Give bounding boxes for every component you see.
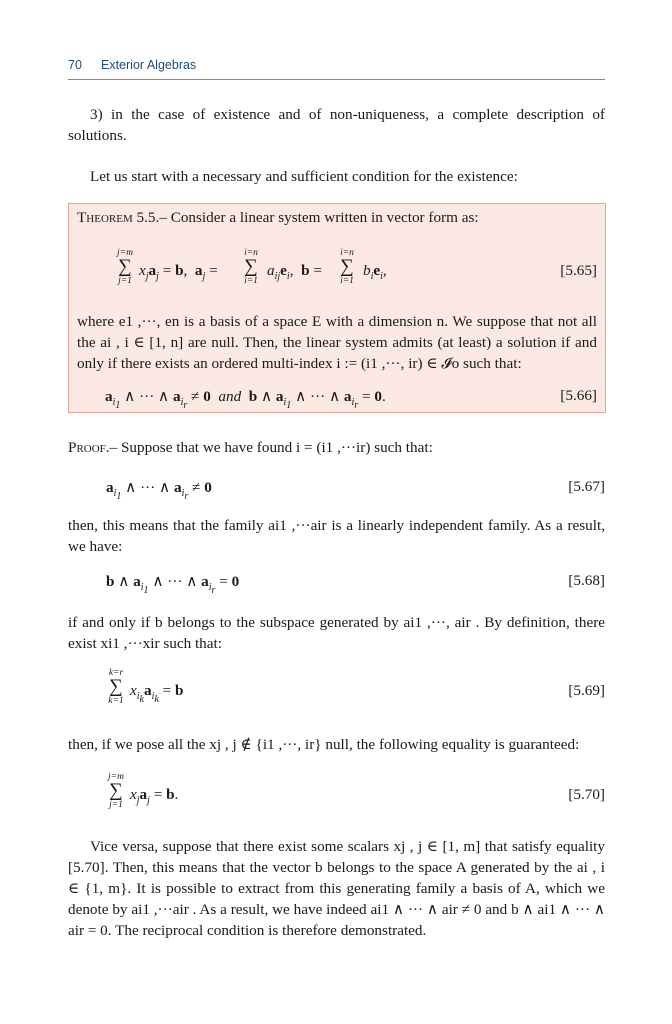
equation-tag: [5.65] — [560, 262, 597, 279]
equation-5-70: j=m ∑ j=1 $x_ja_j = b$. [5.70] — [108, 772, 605, 810]
proof-paragraph-2: if and only if b belongs to the subspace generated by ai1 ,···, air . By definition, there exist xi1 ,···xir such that: — [68, 614, 605, 652]
equation-tag: [5.67] — [568, 478, 605, 495]
equation-tag: [5.66] — [560, 387, 597, 404]
theorem-body: where e1 ,···, en is a basis of a space E with a dimension n. We suppose that not all the ai , i ∈ [1, n] are null. Then, the linear system admits (at least) a solution if and only if there exists an ordered multi-index i := (i1 ,···, ir) ∈ 𝓘o such that: — [77, 313, 597, 372]
proof-lead: – Suppose that we have found i = (i1 ,···ir) such that: — [109, 439, 433, 456]
running-title: Exterior Algebras — [101, 58, 197, 72]
proof-label: Proof. — [68, 439, 110, 456]
paragraph-start: Let us start with a necessary and sufficient condition for the existence: — [90, 168, 518, 185]
proof-paragraph-3: then, if we pose all the xj , j ∉ {i1 ,···, ir} null, the following equality is guaranteed: — [68, 736, 580, 753]
page-number: 70 — [68, 58, 82, 72]
proof-heading — [68, 437, 605, 458]
equation-5-66: $a_{i_1}$ ∧ ··· ∧ $a_{i_r} \ne 0$ and b ∧ $a_{i_1}$ ∧ ··· ∧ $a_{i_r} = 0$. [5.66] — [105, 387, 597, 412]
theorem-lead: – Consider a linear system written in vector form as: — [159, 209, 479, 226]
equation-5-68: b ∧ $a_{i_1}$ ∧ ··· ∧ $a_{i_r} = 0$ [5.68] — [106, 572, 605, 597]
equation-tag: [5.69] — [568, 682, 605, 699]
theorem-box — [68, 203, 606, 413]
theorem-heading — [77, 207, 597, 228]
equation-tag: [5.68] — [568, 572, 605, 589]
equation-tag: [5.70] — [568, 786, 605, 803]
equation-5-69: k=r ∑ k=1 $x_{i_k}a_{i_k} = b$ [5.69] — [108, 668, 605, 706]
proof-paragraph-4: Vice versa, suppose that there exist some scalars xj , j ∈ [1, m] that satisfy equality [5.70]. Then, this means that the vector b belongs to the space A generated by the ai , i ∈ {1, m}. It is possible to extract from this generating family a basis of A, which we denote by ai1 ,···air . As a result, we have indeed ai1 ∧ ··· ∧ air ≠ 0 and b ∧ ai1 ∧ ··· ∧ air = 0. The reciprocal condition is therefore demonstrated. — [68, 838, 605, 939]
running-header — [68, 57, 605, 80]
proof-paragraph-1: then, this means that the family ai1 ,···air is a linearly independent family. As a result, we have: — [68, 517, 605, 555]
equation-5-67: $a_{i_1}$ ∧ ··· ∧ $a_{i_r} \ne 0$ [5.67] — [106, 478, 605, 503]
theorem-label: Theorem 5.5. — [77, 209, 160, 226]
paragraph-intro: 3) in the case of existence and of non-uniqueness, a complete description of solutions. — [68, 106, 605, 144]
equation-5-65: j=m ∑ j=1 $x_ja_j = b$, $a_j$ = i=n ∑ i=1 $a_{ij}e_i$, b = i=n ∑ i=1 $b_ie_i$, [5.65] — [117, 248, 597, 286]
